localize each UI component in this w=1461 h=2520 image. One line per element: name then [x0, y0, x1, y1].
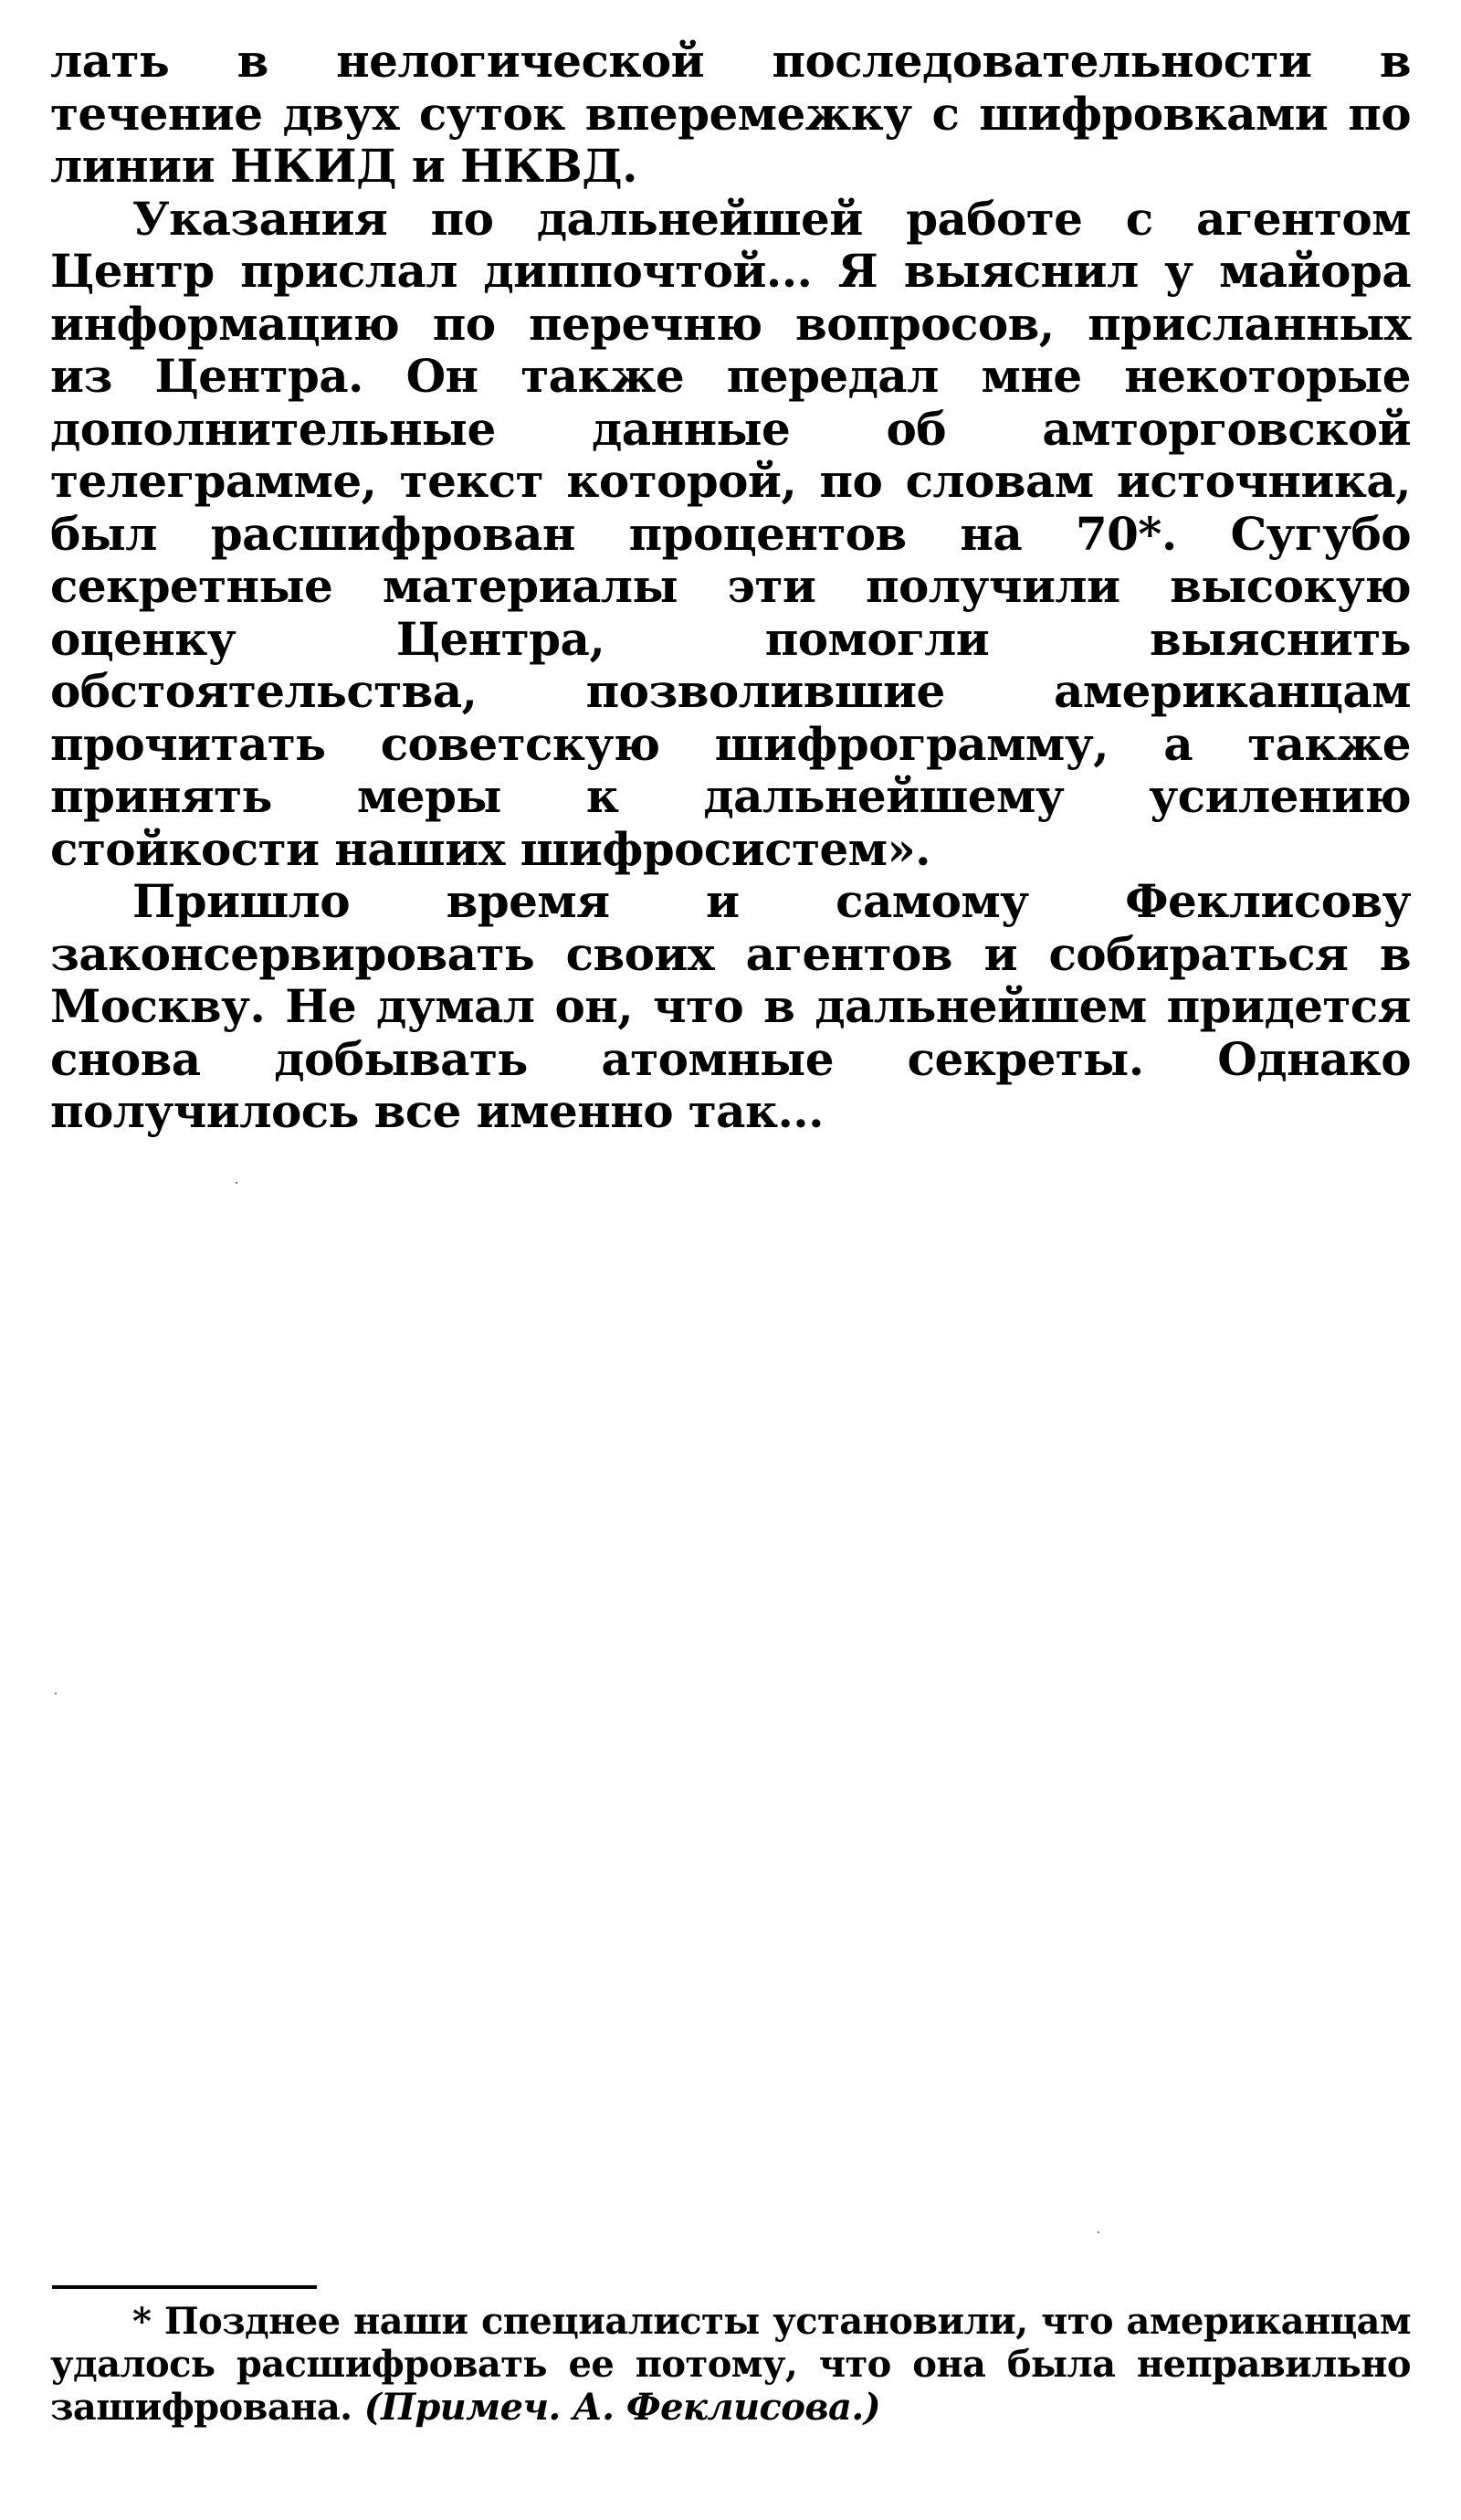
- scan-speck: [55, 1692, 57, 1694]
- scan-speck: [1098, 2231, 1099, 2233]
- footnote: [50, 2300, 1411, 2429]
- footnote-text: * Позднее наши специалисты установили, что американцам удалось расшифровать ее потому, что она была неправильно зашифрована.: [50, 2300, 1411, 2429]
- paragraph: Указания по дальнейшей работе с агентом Центр прислал диппочтой... Я выяснил у майора информацию по перечню вопросов, присланных из Центра. Он также передал мне некоторые дополнительные данные об амторговской телеграмме, текст которой, по словам источника, был расшифрован процентов на 70*. Сугубо секретные материалы эти получили высокую оценку Центра, помогли выяснить обстоятельства, позволившие американцам прочитать советскую шифрограмму, а также принять меры к дальнейшему усилению стойкости наших шифросистем».: [50, 191, 1411, 876]
- scan-speck: [236, 1182, 237, 1184]
- paragraph: Пришло время и самому Феклисову законсервировать своих агентов и собираться в Москву. Не думал он, что в дальнейшем придется снова добывать атомные секреты. Однако получилось все именно так...: [50, 874, 1411, 1138]
- footnote-rule: [52, 2285, 317, 2289]
- main-text: [50, 35, 1411, 1138]
- footnote-attribution: (Примеч. А. Феклисова.): [363, 2386, 881, 2429]
- paragraph-continuation: лать в нелогической последовательности в течение двух суток вперемежку с шифровками по линии НКИД и НКВД.: [50, 34, 1411, 193]
